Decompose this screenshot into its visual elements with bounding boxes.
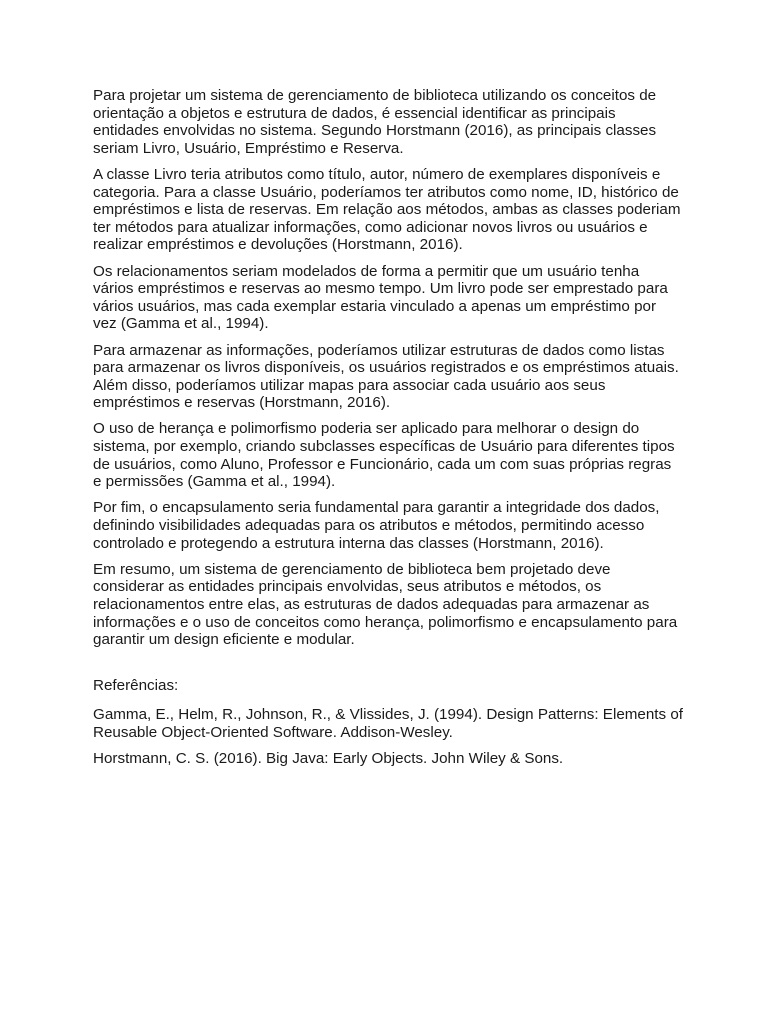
reference-item: Horstmann, C. S. (2016). Big Java: Early Objects. John Wiley & Sons. — [93, 750, 564, 768]
paragraph-intro: Para projetar um sistema de gerenciamento de biblioteca utilizando os conceitos de orientação a objetos e estrutura de dados, é essencial identificar as principais entidades envolvidas no sistema. Segundo Horstmann (2016), as principais classes seriam Livro, Usuário, Empréstimo e Reserva. — [93, 87, 657, 157]
references-heading: Referências: — [93, 676, 179, 694]
paragraph-data-structures: Para armazenar as informações, poderíamos utilizar estruturas de dados como listas para armazenar os livros disponíveis, os usuários registrados e os empréstimos atuais. Além disso, poderíamos utilizar mapas para associar cada usuário aos seus empréstimos e reservas (Horstmann, 2016). — [93, 341, 679, 412]
paragraph-inheritance: O uso de herança e polimorfismo poderia ser aplicado para melhorar o design do sistema, por exemplo, criando subclasses específicas de Usuário para diferentes tipos de usuários, como Aluno, Professor e Funcionário, cada um com suas próprias regras e permissões (Gamma et al., 1994). — [93, 420, 675, 491]
paragraph-relationships: Os relacionamentos seriam modelados de forma a permitir que um usuário tenha vários empréstimos e reservas ao mesmo tempo. Um livro pode ser emprestado para vários usuários, mas cada exemplar estaria vinculado a apenas um empréstimo por vez (Gamma et al., 1994). — [93, 262, 668, 333]
document-page — [93, 87, 683, 776]
reference-item: Gamma, E., Helm, R., Johnson, R., & Vlissides, J. (1994). Design Patterns: Elements of Reusable Object-Oriented Software. Addison-Wesley. — [93, 706, 684, 741]
paragraph-summary: Em resumo, um sistema de gerenciamento de biblioteca bem projetado deve considerar as entidades principais envolvidas, seus atributos e métodos, os relacionamentos entre elas, as estruturas de dados adequadas para armazenar as informações e o uso de conceitos como herança, polimorfismo e encapsulamento para garantir um design eficiente e modular. — [93, 560, 678, 649]
paragraph-class-attributes: A classe Livro teria atributos como título, autor, número de exemplares disponíveis e categoria. Para a classe Usuário, poderíamos ter atributos como nome, ID, histórico de empréstimos e lista de reservas. Em relação aos métodos, ambas as classes poderiam ter métodos para atualizar informações, como adicionar novos livros ou usuários e realizar empréstimos e devoluções (Horstmann, 2016). — [93, 165, 681, 254]
paragraph-encapsulation: Por fim, o encapsulamento seria fundamental para garantir a integridade dos dados, definindo visibilidades adequadas para os atributos e métodos, permitindo acesso controlado e protegendo a estrutura interna das classes (Horstmann, 2016). — [93, 499, 660, 552]
